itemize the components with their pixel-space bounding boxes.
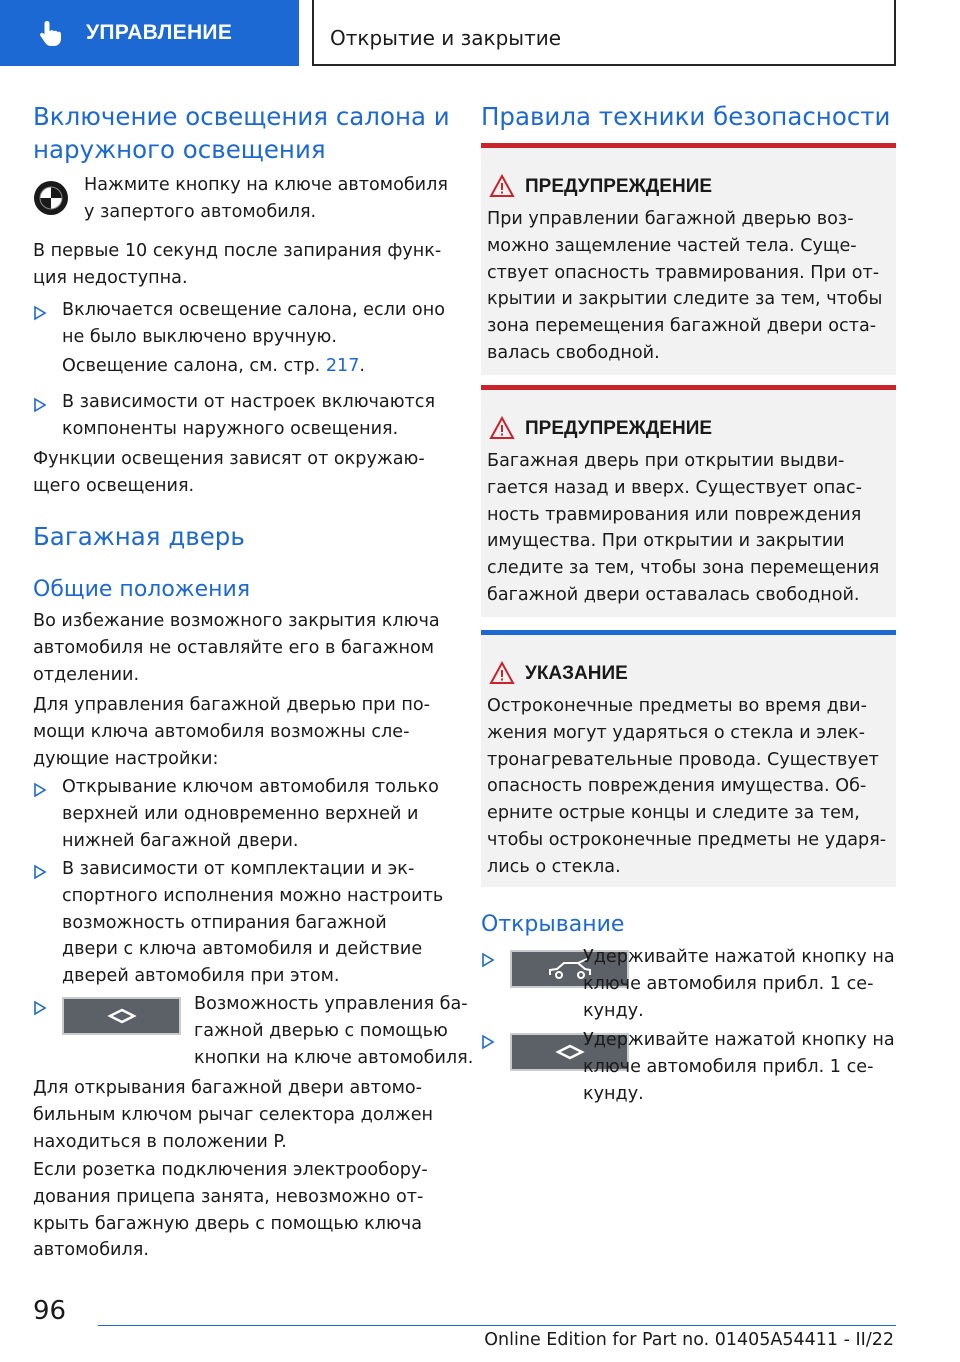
bmw-logo-icon: [33, 180, 69, 216]
edition-text: Online Edition for Part no. 01405A54411 - II/22: [484, 1330, 894, 1350]
body-line: можно защемление частей тела. Суще-: [487, 235, 857, 256]
bullet-hold-trunk-button: Удерживайте нажатой кнопку на ключе автомобиля прибл. 1 се- кунду.: [583, 947, 895, 1021]
section-tab: [0, 0, 299, 66]
warning-body: [487, 448, 892, 609]
control-settings-text: Для управления багажной дверью при по- мощи ключа автомобиля возможны сле- дующие настройки:: [33, 695, 430, 769]
bullet-triangle-icon: [33, 305, 47, 321]
bullet-interior-light: Включается освещение салона, если оно не было выключено вручную.: [62, 300, 445, 347]
chapter-title: Открытие и закрытие: [330, 26, 562, 50]
heading-general: Общие положения: [33, 577, 251, 602]
body-line: ность травмирования или повреждения: [487, 504, 862, 525]
key-unlock-button-icon: [62, 997, 181, 1035]
selector-lever-text: Для открывания багажной двери автомо- бильным ключом рычаг селектора должен находиться в положении P.: [33, 1078, 434, 1152]
note-body: [487, 693, 892, 881]
bullet-triangle-icon: [33, 782, 47, 798]
body-line: чтобы остроконечные предметы не ударя-: [487, 829, 887, 850]
warning-box-pinch: [481, 143, 896, 375]
page-number: 96: [33, 1296, 67, 1326]
bullet-key-button-control: Возможность управления ба- гажной дверью с помощью кнопки на ключе автомобиля.: [194, 994, 474, 1068]
first-10s-text: В первые 10 секунд после запирания функ- ция недоступна.: [33, 241, 442, 288]
page-link-217[interactable]: 217: [325, 356, 360, 376]
warning-box-movement: [481, 385, 896, 617]
body-line: валась свободной.: [487, 342, 660, 363]
body-line: крытии и закрытии следите за тем, чтобы: [487, 289, 883, 310]
body-line: багажной двери оставалась свободной.: [487, 584, 860, 605]
body-line: При управлении багажной дверью воз-: [487, 209, 854, 229]
bullet-exterior-light: В зависимости от настроек включаются компоненты наружного освещения.: [62, 392, 436, 439]
bullet-triangle-icon: [481, 952, 495, 968]
general-text: Во избежание возможного закрытия ключа автомобиля не оставляйте его в багажном отделении.: [33, 611, 440, 685]
body-line: гается назад и вверх. Существует опас-: [487, 477, 863, 498]
body-line: ствует опасность травмирования. При от-: [487, 262, 880, 283]
body-line: жения могут ударяться о стекла и элек-: [487, 722, 865, 743]
note-triangle-icon: [489, 661, 515, 685]
heading-safety: Правила техники безопасности: [481, 102, 891, 131]
body-line: следите за тем, чтобы зона перемещения: [487, 558, 880, 579]
body-line: имущества. При открытии и закрытии: [487, 531, 845, 552]
body-line: Багажная дверь при открытии выдви-: [487, 451, 845, 471]
footer-divider: [98, 1325, 896, 1326]
hand-pointer-icon: [36, 18, 66, 48]
section-title: УПРАВЛЕНИЕ: [86, 21, 233, 44]
bullet-triangle-icon: [481, 1034, 495, 1050]
warning-triangle-icon: [489, 416, 515, 440]
warning-title: ПРЕДУПРЕЖДЕНИЕ: [525, 418, 713, 439]
body-line: опасность повреждения имущества. Об-: [487, 776, 867, 797]
note-title: УКАЗАНИЕ: [525, 663, 628, 684]
bullet-open-upper: Открывание ключом автомобиля только верхней или одновременно верхней и нижней багажной двери.: [62, 777, 439, 851]
press-key-text: Нажмите кнопку на ключе автомобиля у запертого автомобиля.: [84, 175, 448, 222]
lighting-functions-text: Функции освещения зависят от окружаю- щего освещения.: [33, 449, 425, 496]
warning-body: [487, 206, 892, 367]
warning-triangle-icon: [489, 174, 515, 198]
body-line: лись о стекла.: [487, 856, 621, 877]
body-line: тронагревательные провода. Существует: [487, 749, 879, 770]
heading-trunk-door: Багажная дверь: [33, 522, 245, 551]
bullet-triangle-icon: [33, 1000, 47, 1016]
body-line: ерните острые концы и следите за тем,: [487, 803, 860, 824]
bullet-triangle-icon: [33, 397, 47, 413]
heading-opening: Открывание: [481, 912, 625, 937]
bullet-triangle-icon: [33, 864, 47, 880]
trailer-socket-text: Если розетка подключения электрообору- дования прицепа занята, невозможно от- крыть багажную дверь с помощью ключа автомобиля.: [33, 1160, 428, 1261]
body-line: зона перемещения багажной двери оста-: [487, 316, 877, 337]
bullet-equipment-settings: В зависимости от комплектации и эк- спортного исполнения можно настроить возможность отпирания багажной двери с ключа автомобиля и действие дверей автомобиля при этом.: [62, 859, 444, 987]
warning-title: ПРЕДУПРЕЖДЕНИЕ: [525, 176, 713, 197]
note-box-sharp-objects: [481, 630, 896, 887]
bullet-hold-unlock-button: Удерживайте нажатой кнопку на ключе автомобиля прибл. 1 се- кунду.: [583, 1030, 895, 1104]
chapter-tab: [312, 0, 896, 66]
body-line: Остроконечные предметы во время дви-: [487, 696, 867, 716]
interior-light-reference: Освещение салона, см. стр. 217.: [62, 356, 365, 376]
heading-lighting: Включение освещения салона и наружного освещения: [33, 102, 450, 164]
